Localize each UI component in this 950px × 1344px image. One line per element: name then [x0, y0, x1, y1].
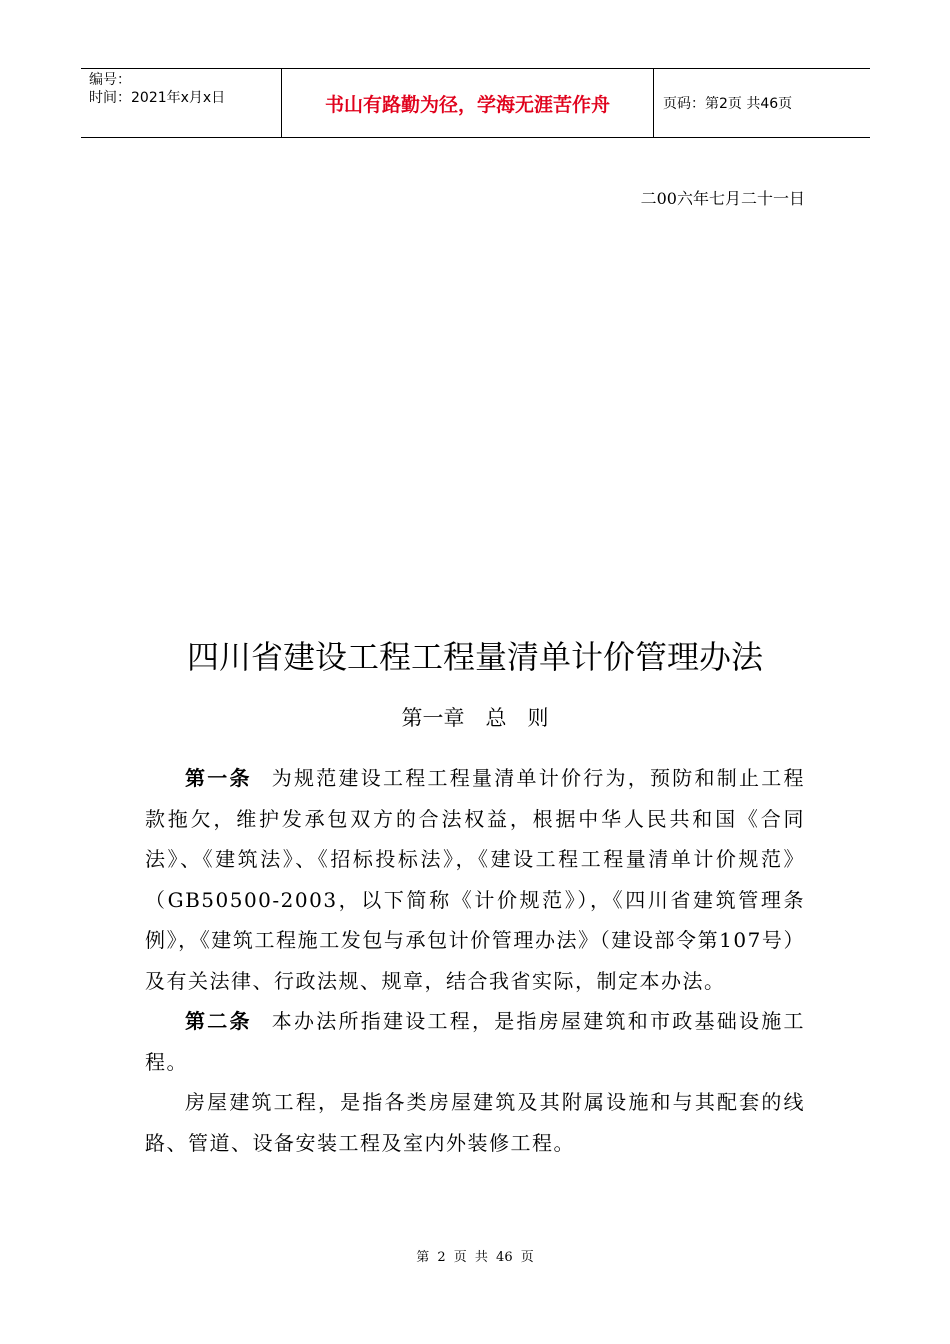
article-label: 第二条 — [185, 1009, 252, 1033]
article-label: 第一条 — [185, 766, 252, 790]
header-page-info: 页码：第2页 共46页 — [663, 96, 793, 112]
time-label: 时间：2021年x月x日 — [89, 90, 226, 106]
number-label: 编号： — [89, 72, 131, 88]
document-header — [81, 68, 870, 138]
header-meta — [81, 69, 281, 137]
article-text: 本办法所指建设工程，是指房屋建筑和市政基础设施工程。 — [145, 1009, 805, 1074]
chapter-heading: 第一章 总 则 — [401, 706, 549, 730]
page-footer: 第 2 页 共 46 页 — [416, 1250, 534, 1265]
document-title: 四川省建设工程工程量清单计价管理办法 — [186, 638, 763, 676]
article-text: 为规范建设工程工程量清单计价行为，预防和制止工程款拖欠，维护发承包双方的合法权益，根据中华人民共和国《合同法》、《建筑法》、《招标投标法》，《建设工程工程量清单计价规范》（GB50500-2003，以下简称《计价规范》），《四川省建筑管理条例》，《建筑工程施工发包与承包计价管理办法》（建设部令第107号）及有关法律、行政法规、规章，结合我省实际，制定本办法。 — [145, 766, 805, 993]
document-date: 二00六年七月二十一日 — [640, 189, 805, 208]
header-motto: 书山有路勤为径，学海无涯苦作舟 — [281, 69, 654, 137]
article-2 — [145, 1001, 805, 1082]
body-paragraph: 房屋建筑工程，是指各类房屋建筑及其附属设施和与其配套的线路、管道、设备安装工程及室内外装修工程。 — [145, 1090, 805, 1155]
article-1 — [145, 758, 805, 1001]
document-body — [145, 758, 805, 1163]
